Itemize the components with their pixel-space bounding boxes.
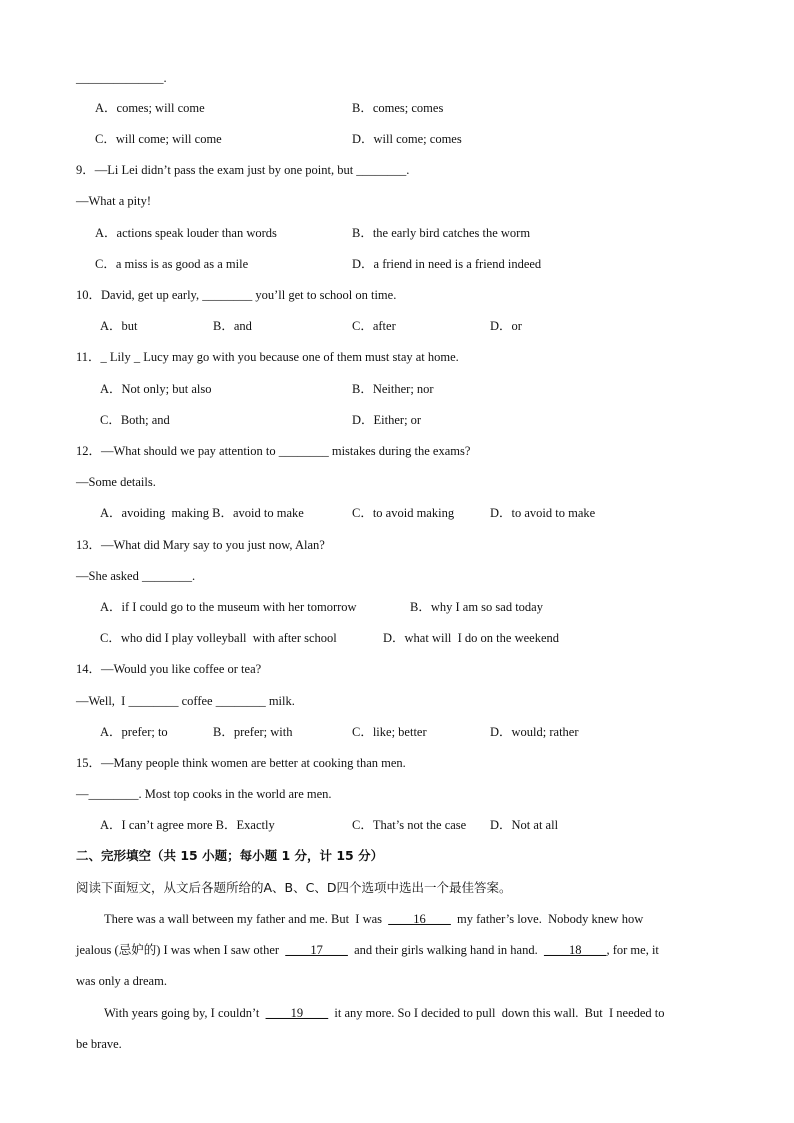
passage-text: There was a wall between my father and me. But I was [104, 912, 389, 926]
section-instruction: 阅读下面短文，从文后各题所给的A、B、C、D四个选项中选出一个最佳答案。 [76, 880, 512, 895]
q11-option-c: C．Both; and [100, 413, 170, 427]
q15-reply: —________. Most top cooks in the world are men. [76, 787, 332, 801]
passage-line [104, 911, 643, 927]
q9-option-a: A．actions speak louder than words [95, 226, 277, 240]
q12-option-ab: A．avoiding making B．avoid to make [100, 506, 304, 520]
q13-option-c: C．who did I play volleyball with after school [100, 631, 337, 645]
q13-option-b: B．why I am so sad today [410, 600, 543, 614]
q14-option-b: B．prefer; with [213, 725, 293, 739]
blank-17: ____17____ [285, 943, 348, 957]
q11-option-d: D．Either; or [352, 413, 422, 427]
q14-option-d: D．would; rather [490, 725, 579, 739]
q8-option-d: D．will come; comes [352, 132, 462, 146]
q14-option-a: A．prefer; to [100, 725, 168, 739]
q9-option-d: D．a friend in need is a friend indeed [352, 257, 542, 271]
blank-19: ____19____ [265, 1006, 329, 1020]
q8-option-c: C．will come; will come [95, 132, 222, 146]
q14-stem: 14．—Would you like coffee or tea? [76, 662, 262, 676]
q13-reply: —She asked ________. [76, 569, 196, 583]
q8-option-b: B．comes; comes [352, 101, 444, 115]
q10-option-a: A．but [100, 319, 138, 333]
q11-stem: 11．_ Lily _ Lucy may go with you because one of them must stay at home. [76, 350, 459, 364]
q12-reply: —Some details. [76, 475, 156, 489]
q13-stem: 13．—What did Mary say to you just now, Alan? [76, 538, 325, 552]
blank-16: ____16____ [388, 912, 451, 926]
passage-line: was only a dream. [76, 974, 167, 988]
passage-text: and their girls walking hand in hand. [347, 943, 544, 957]
passage-text: jealous (忌妒的) I was when I saw other [76, 943, 286, 957]
q9-option-c: C．a miss is as good as a mile [95, 257, 249, 271]
passage-text: , for me, it [606, 943, 659, 957]
q12-option-d: D．to avoid to make [490, 506, 596, 520]
q13-option-d: D．what will I do on the weekend [383, 631, 560, 645]
q12-option-c: C．to avoid making [352, 506, 455, 520]
section-heading: 二、完形填空（共 15 小题；每小题 1 分，计 15 分） [76, 848, 384, 863]
answer-blank: ______________. [76, 71, 167, 85]
q9-stem: 9．—Li Lei didn’t pass the exam just by one point, but ________. [76, 163, 410, 177]
q12-stem: 12．—What should we pay attention to ________ mistakes during the exams? [76, 444, 471, 458]
q14-reply: —Well, I ________ coffee ________ milk. [76, 694, 295, 708]
passage-text: With years going by, I couldn’t [104, 1006, 266, 1020]
q15-option-c: C．That’s not the case [352, 818, 467, 832]
q9-option-b: B．the early bird catches the worm [352, 226, 531, 240]
q10-option-c: C．after [352, 319, 396, 333]
passage-line [76, 942, 659, 958]
q10-option-b: B．and [213, 319, 252, 333]
q10-stem: 10．David, get up early, ________ you’ll get to school on time. [76, 288, 397, 302]
q11-option-b: B．Neither; nor [352, 382, 434, 396]
passage-line: be brave. [76, 1037, 122, 1051]
blank-18: ____18____ [543, 943, 607, 957]
q14-option-c: C．like; better [352, 725, 427, 739]
q15-stem: 15．—Many people think women are better at cooking than men. [76, 756, 406, 770]
q11-option-a: A．Not only; but also [100, 382, 212, 396]
q9-reply: —What a pity! [76, 194, 151, 208]
q15-option-d: D．Not at all [490, 818, 559, 832]
passage-text: it any more. So I decided to pull down this wall. But I needed to [328, 1006, 665, 1020]
q8-option-a: A．comes; will come [95, 101, 205, 115]
q15-option-ab: A．I can’t agree more B．Exactly [100, 818, 275, 832]
passage-line [104, 1005, 665, 1021]
passage-text: my father’s love. Nobody knew how [450, 912, 644, 926]
q13-option-a: A．if I could go to the museum with her tomorrow [100, 600, 357, 614]
q10-option-d: D．or [490, 319, 522, 333]
